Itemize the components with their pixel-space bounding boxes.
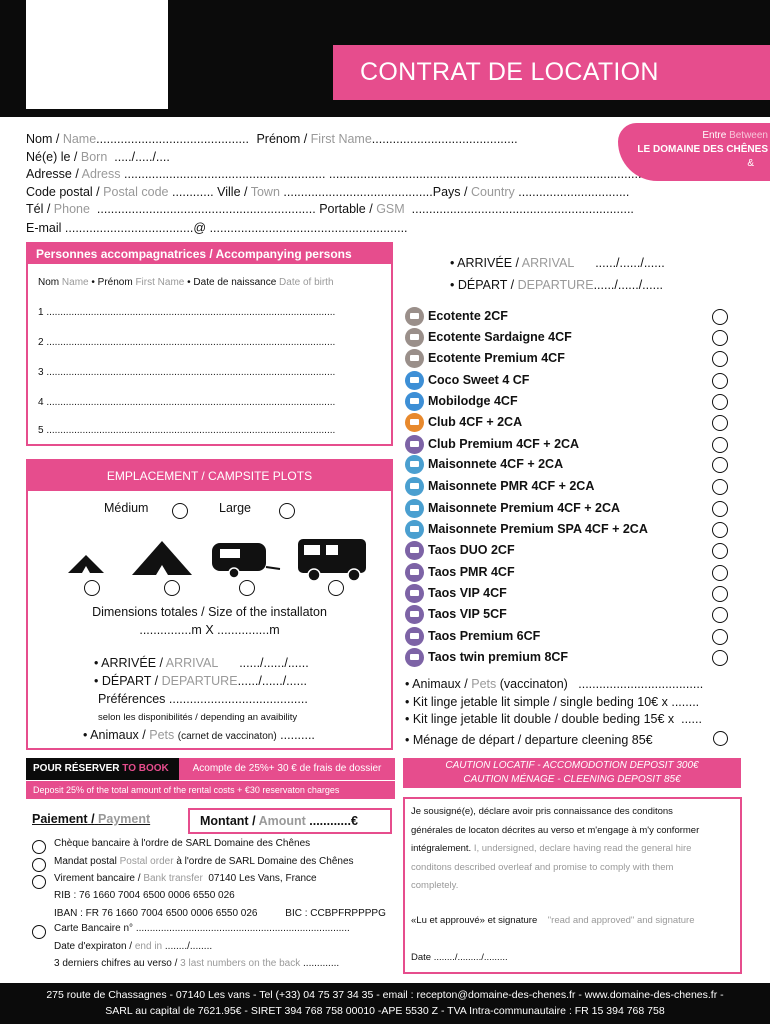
accommodation-radio[interactable] xyxy=(712,607,728,623)
accommodation-radio[interactable] xyxy=(712,543,728,559)
accommodation-item xyxy=(405,584,507,603)
accommodation-label: Taos PMR 4CF xyxy=(428,564,515,579)
extra-kit-double[interactable]: • Kit linge jetable lit double / double beding 15€ x ...... xyxy=(405,712,702,726)
between-label: Between xyxy=(729,130,768,141)
accommodation-label: Club 4CF + 2CA xyxy=(428,414,523,429)
footer-line-1: 275 route de Chassagnes - 07140 Les vans - Tel (+33) 04 75 37 34 35 - email : recepton@domaine-des-chenes.fr - www.domaine-des-chenes.fr - xyxy=(46,989,724,1001)
accommodation-type-icon xyxy=(405,541,424,560)
accommodation-item xyxy=(405,328,572,347)
accommodation-radio[interactable] xyxy=(712,415,728,431)
carte-field[interactable]: Carte Bancaire n° ............................................................................. xyxy=(54,923,350,934)
accommodation-label: Ecotente Sardaigne 4CF xyxy=(428,329,572,344)
declaration-box xyxy=(403,797,742,974)
large-radio[interactable] xyxy=(279,503,295,519)
campsite-type-icons xyxy=(64,533,384,583)
preferences-field[interactable]: Préférences ........................................ xyxy=(98,692,308,706)
large-tent-icon xyxy=(132,541,192,575)
acompte-label: Acompte de 25%+ 30 € de frais de dossier xyxy=(179,758,395,780)
accommodation-type-icon xyxy=(405,392,424,411)
deposit-note: Deposit 25% of the total amount of the rental costs + €30 reservaton charges xyxy=(26,781,395,799)
companion-row-4[interactable]: 4 ........................................................................................................ xyxy=(38,397,336,408)
accommodation-label: Club Premium 4CF + 2CA xyxy=(428,436,580,451)
accommodation-label: Taos VIP 5CF xyxy=(428,606,507,621)
accommodation-item xyxy=(405,563,515,582)
accommodation-label: Taos VIP 4CF xyxy=(428,585,507,600)
companion-row-2[interactable]: 2 ........................................................................................................ xyxy=(38,337,336,348)
iban-label: IBAN : FR 76 1660 7004 6500 0006 6550 026 BIC : CCBPFRPPPPG xyxy=(54,908,386,919)
declaration-line-2: générales de locaton décrites au verso et m'engage à m'y conformer xyxy=(411,825,700,836)
accommodation-radio[interactable] xyxy=(712,330,728,346)
phone-field[interactable]: Tél / Phone ............................................................... Portable / GSM ................................................................ xyxy=(26,202,634,216)
accommodation-radio[interactable] xyxy=(712,629,728,645)
cleaning-radio[interactable] xyxy=(713,731,728,746)
campsite-title: EMPLACEMENT / CAMPSITE PLOTS xyxy=(28,461,391,491)
accommodation-type-icon xyxy=(405,328,424,347)
name-field[interactable]: Nom / Name............................................ Prénom / First Name.......................................... xyxy=(26,132,518,146)
accommodation-type-icon xyxy=(405,435,424,454)
accommodation-label: Maisonnete PMR 4CF + 2CA xyxy=(428,478,595,493)
accommodation-label: Mobilodge 4CF xyxy=(428,393,518,408)
camper-van-icon xyxy=(298,539,366,581)
accommodation-type-icon xyxy=(405,584,424,603)
signature-label: «Lu et approuvé» et signature "read and approved" and signature xyxy=(411,915,695,926)
date-field[interactable]: Date ......../........./......... xyxy=(411,952,508,963)
accommodation-item xyxy=(405,605,507,624)
caution-menage: CAUTION MÉNAGE - CLEENING DEPOSIT 85€ xyxy=(463,774,681,785)
accommodation-label: Taos twin premium 8CF xyxy=(428,649,569,664)
accommodation-label: Ecotente Premium 4CF xyxy=(428,350,565,365)
companions-title: Personnes accompagnatrices / Accompanying persons xyxy=(28,244,391,264)
accommodation-type-icon xyxy=(405,371,424,390)
last-digits-field[interactable]: 3 derniers chifres au verso / 3 last numbers on the back ............. xyxy=(54,958,340,969)
companion-row-5[interactable]: 5 ........................................................................................................ xyxy=(38,425,336,436)
accommodation-radio[interactable] xyxy=(712,373,728,389)
accommodation-radio[interactable] xyxy=(712,309,728,325)
declaration-line-1: Je sousigné(e), déclare avoir pris connaissance des conditons xyxy=(411,806,673,817)
email-field[interactable]: E-mail .....................................@ ......................................................... xyxy=(26,221,408,235)
page-title: CONTRAT DE LOCATION xyxy=(333,45,770,100)
accommodation-type-icon xyxy=(405,455,424,474)
booking-bar: POUR RÉSERVER TO BOOK xyxy=(26,758,395,780)
accommodation-item xyxy=(405,455,563,474)
payment-title: Paiement / Payment xyxy=(32,812,151,826)
campsite-departure-field[interactable]: • DÉPART / DEPARTURE....../....../...... xyxy=(94,674,308,688)
accommodation-radio[interactable] xyxy=(712,565,728,581)
accommodation-item xyxy=(405,392,518,411)
accommodation-radio[interactable] xyxy=(712,586,728,602)
large-tent-radio[interactable] xyxy=(164,580,180,596)
accommodation-item xyxy=(405,413,522,432)
accommodation-label: Maisonnete Premium SPA 4CF + 2CA xyxy=(428,521,648,536)
expiration-field[interactable]: Date d'expiraton / end in ......../........ xyxy=(54,941,213,952)
accommodation-radio[interactable] xyxy=(712,522,728,538)
accommodation-item xyxy=(405,435,579,454)
accommodation-item xyxy=(405,499,620,518)
arrival-date-field[interactable]: • ARRIVÉE / ARRIVAL ....../....../...... xyxy=(450,256,665,270)
accommodation-item xyxy=(405,371,529,390)
accommodation-type-icon xyxy=(405,605,424,624)
companion-row-3[interactable]: 3 ........................................................................................................ xyxy=(38,367,336,378)
logo-placeholder xyxy=(26,0,168,109)
rib-label: RIB : 76 1660 7004 6500 0006 6550 026 xyxy=(54,890,235,901)
companion-row-1[interactable]: 1 ........................................................................................................ xyxy=(38,307,336,318)
accommodation-item xyxy=(405,477,594,496)
entre-label: Entre xyxy=(702,130,727,141)
availability-note: selon les disponibilités / depending an avaibility xyxy=(98,712,298,723)
companions-box xyxy=(26,242,393,446)
address-field[interactable]: Adresse / Adress .......................................................... .......................................................................................... xyxy=(26,167,642,181)
caravan-icon xyxy=(212,543,280,578)
accommodation-label: Maisonnete 4CF + 2CA xyxy=(428,456,564,471)
accommodation-radio[interactable] xyxy=(712,457,728,473)
small-tent-icon xyxy=(68,555,104,573)
carte-radio[interactable] xyxy=(32,925,46,939)
footer-line-2: SARL au capital de 7621.95€ - SIRET 394 768 758 00010 -APE 5530 Z - TVA Intra-communautaire : FR 15 394 768 758 xyxy=(105,1005,665,1017)
accommodation-item xyxy=(405,627,540,646)
amount-field[interactable]: Montant / Amount ............€ xyxy=(188,808,392,834)
accommodation-label: Maisonnete Premium 4CF + 2CA xyxy=(428,500,621,515)
cheque-label: Chèque bancaire à l'ordre de SARL Domaine des Chênes xyxy=(54,838,311,849)
accommodation-item xyxy=(405,520,648,539)
accommodation-label: Taos Premium 6CF xyxy=(428,628,541,643)
accommodation-radio[interactable] xyxy=(712,501,728,517)
camper-radio[interactable] xyxy=(328,580,344,596)
dimensions-label: Dimensions totales / Size of the installaton xyxy=(92,605,327,619)
accommodation-item xyxy=(405,541,515,560)
extra-cleaning: • Ménage de départ / departure cleening 85€ xyxy=(405,733,653,747)
accommodation-type-icon xyxy=(405,477,424,496)
accommodation-radio[interactable] xyxy=(712,351,728,367)
accommodation-item xyxy=(405,648,568,667)
companions-columns: Nom Name • Prénom First Name • Date de naissance Date of birth xyxy=(38,277,334,288)
accommodation-radio[interactable] xyxy=(712,437,728,453)
mandat-radio[interactable] xyxy=(32,858,46,872)
declaration-line-5: completely. xyxy=(411,880,459,891)
small-tent-radio[interactable] xyxy=(84,580,100,596)
birthdate-field[interactable]: Né(e) le / Born ...../...../.... xyxy=(26,150,170,164)
accommodation-type-icon xyxy=(405,499,424,518)
accommodation-radio[interactable] xyxy=(712,479,728,495)
accommodation-type-icon xyxy=(405,627,424,646)
cheque-radio[interactable] xyxy=(32,840,46,854)
postal-town-country-field[interactable]: Code postal / Postal code ............ Ville / Town ...........................................Pays / Country ................................ xyxy=(26,185,630,199)
mandat-label: Mandat postal Postal order à l'ordre de SARL Domaine des Chênes xyxy=(54,856,354,867)
campsite-pets-field[interactable]: • Animaux / Pets (carnet de vaccinaton) .......... xyxy=(83,728,315,742)
accommodation-radio[interactable] xyxy=(712,394,728,410)
departure-date-field[interactable]: • DÉPART / DEPARTURE....../....../...... xyxy=(450,278,664,292)
accommodation-label: Ecotente 2CF xyxy=(428,308,508,323)
accommodation-radio[interactable] xyxy=(712,650,728,666)
extra-kit-single[interactable]: • Kit linge jetable lit simple / single beding 10€ x ........ xyxy=(405,695,700,709)
accommodation-item xyxy=(405,349,565,368)
extra-pets[interactable]: • Animaux / Pets (vaccinaton) .................................... xyxy=(405,677,704,691)
virement-radio[interactable] xyxy=(32,875,46,889)
accommodation-type-icon xyxy=(405,307,424,326)
domaine-label: LE DOMAINE DES CHÊNES xyxy=(637,144,768,155)
caution-box xyxy=(403,758,741,788)
medium-radio[interactable] xyxy=(172,503,188,519)
accommodation-type-icon xyxy=(405,520,424,539)
medium-label: Médium xyxy=(104,501,149,515)
campsite-box xyxy=(26,459,393,750)
accommodation-label: Taos DUO 2CF xyxy=(428,542,515,557)
accommodation-type-icon xyxy=(405,648,424,667)
caravan-radio[interactable] xyxy=(239,580,255,596)
campsite-arrival-field[interactable]: • ARRIVÉE / ARRIVAL ....../....../...... xyxy=(94,656,309,670)
caution-locatif: CAUTION LOCATIF - ACCOMODOTION DEPOSIT 300€ xyxy=(445,760,699,771)
declaration-line-3: intégralement. I, undersigned, declare having read the general hire xyxy=(411,843,692,854)
dimensions-field[interactable]: ...............m X ...............m xyxy=(139,623,280,637)
declaration-line-4: conditons described overleaf and promise to comply with them xyxy=(411,862,674,873)
accommodation-type-icon xyxy=(405,563,424,582)
footer xyxy=(0,983,770,1024)
accommodation-label: Coco Sweet 4 CF xyxy=(428,372,530,387)
virement-label: Virement bancaire / Bank transfer 07140 Les Vans, France xyxy=(54,873,317,884)
accommodation-type-icon xyxy=(405,413,424,432)
accommodation-type-icon xyxy=(405,349,424,368)
amp-label: & xyxy=(747,158,754,169)
large-label: Large xyxy=(219,501,251,515)
accommodation-item xyxy=(405,307,508,326)
